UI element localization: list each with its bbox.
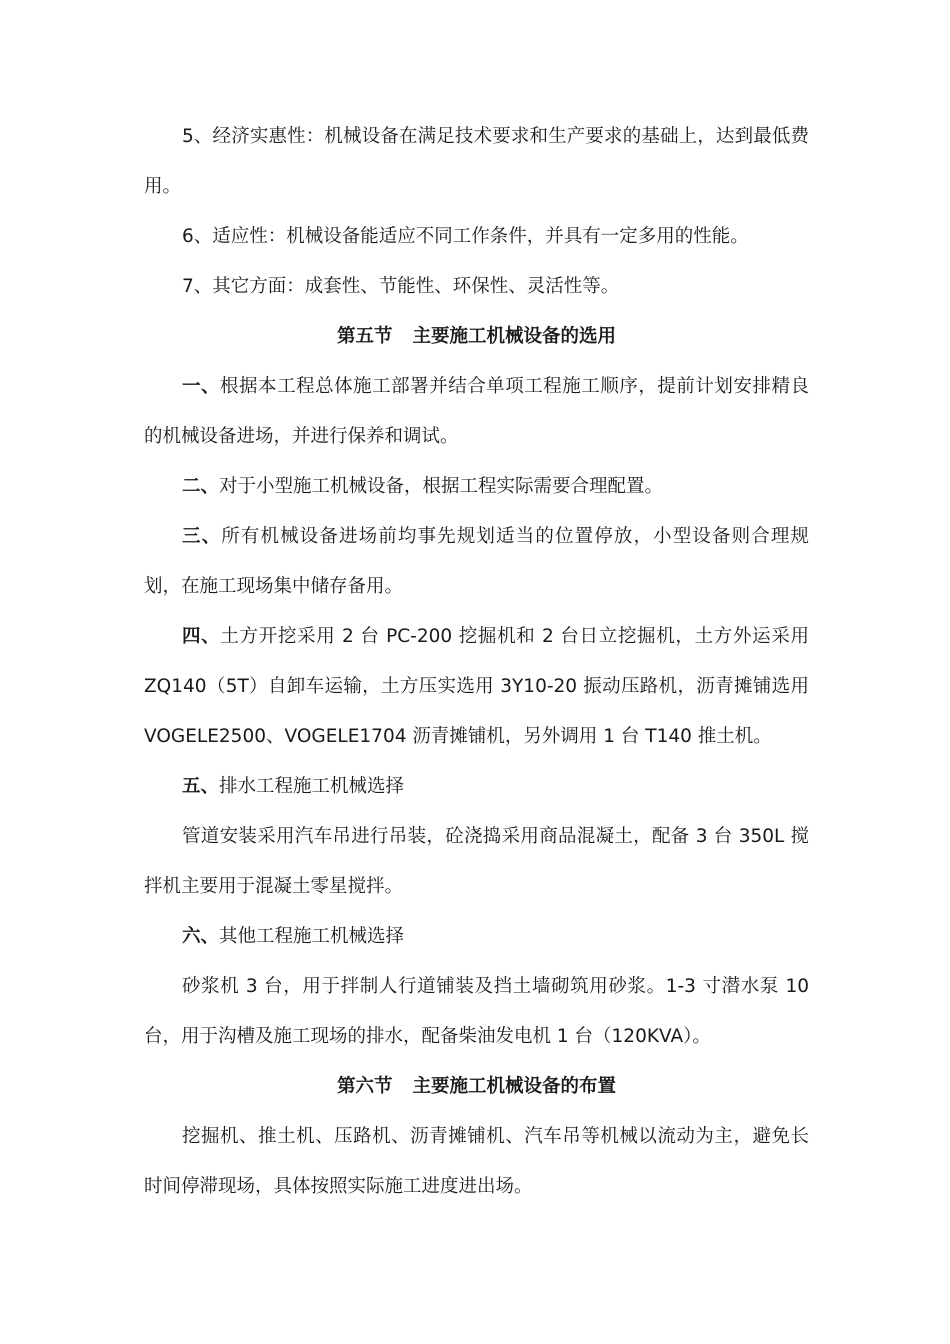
item-4-text: 土方开挖采用 2 台 PC-200 挖掘机和 2 台日立挖掘机，土方外运采用 ZQ140（5T）自卸车运输，土方压实选用 3Y10-20 振动压路机，沥青摊铺选用 VOGELE2500、VOGELE1704 沥青摊铺机，另外调用 1 台 T140 推土机。 [144,626,809,747]
item-6-lead: 六、 [182,926,220,947]
item-1 [144,362,809,462]
document-body [144,112,809,1212]
item-5-text: 排水工程施工机械选择 [219,776,405,797]
section-5-number: 第五节 [336,326,393,347]
item-2-lead: 二、 [182,476,220,497]
section-6-title: 主要施工机械设备的布置 [412,1076,617,1097]
other-machinery-paragraph: 砂浆机 3 台，用于拌制人行道铺装及挡土墙砌筑用砂浆。1-3 寸潜水泵 10 台，用于沟槽及施工现场的排水，配备柴油发电机 1 台（120KVA）。 [144,976,809,1047]
item-6 [144,912,809,962]
item-4-lead: 四、 [182,626,221,647]
drainage-paragraph: 管道安装采用汽车吊进行吊装，砼浇捣采用商品混凝土，配备 3 台 350L 搅拌机主要用于混凝土零星搅拌。 [144,826,809,897]
layout-paragraph: 挖掘机、推土机、压路机、沥青摊铺机、汽车吊等机械以流动为主，避免长时间停滞现场，具体按照实际施工进度进出场。 [144,1126,809,1197]
item-3-lead: 三、 [182,526,222,547]
item-5 [144,762,809,812]
item-1-lead: 一、 [182,376,221,397]
section-6-number: 第六节 [336,1076,393,1097]
section-5-heading [144,312,809,362]
item-4 [144,612,809,762]
item-6-text: 其他工程施工机械选择 [219,926,405,947]
paragraph-adaptability: 6、适应性：机械设备能适应不同工作条件，并具有一定多用的性能。 [182,226,749,247]
paragraph-economy: 5、经济实惠性：机械设备在满足技术要求和生产要求的基础上，达到最低费用。 [144,126,809,197]
item-1-text: 根据本工程总体施工部署并结合单项工程施工顺序，提前计划安排精良的机械设备进场，并进行保养和调试。 [144,376,809,447]
paragraph-other-aspects: 7、其它方面：成套性、节能性、环保性、灵活性等。 [182,276,620,297]
item-3-text: 所有机械设备进场前均事先规划适当的位置停放，小型设备则合理规划，在施工现场集中储存备用。 [144,526,809,597]
item-5-lead: 五、 [182,776,220,797]
section-5-title: 主要施工机械设备的选用 [412,326,617,347]
item-2 [144,462,809,512]
item-3 [144,512,809,612]
item-2-text: 对于小型施工机械设备，根据工程实际需要合理配置。 [219,476,664,497]
section-6-heading [144,1062,809,1112]
